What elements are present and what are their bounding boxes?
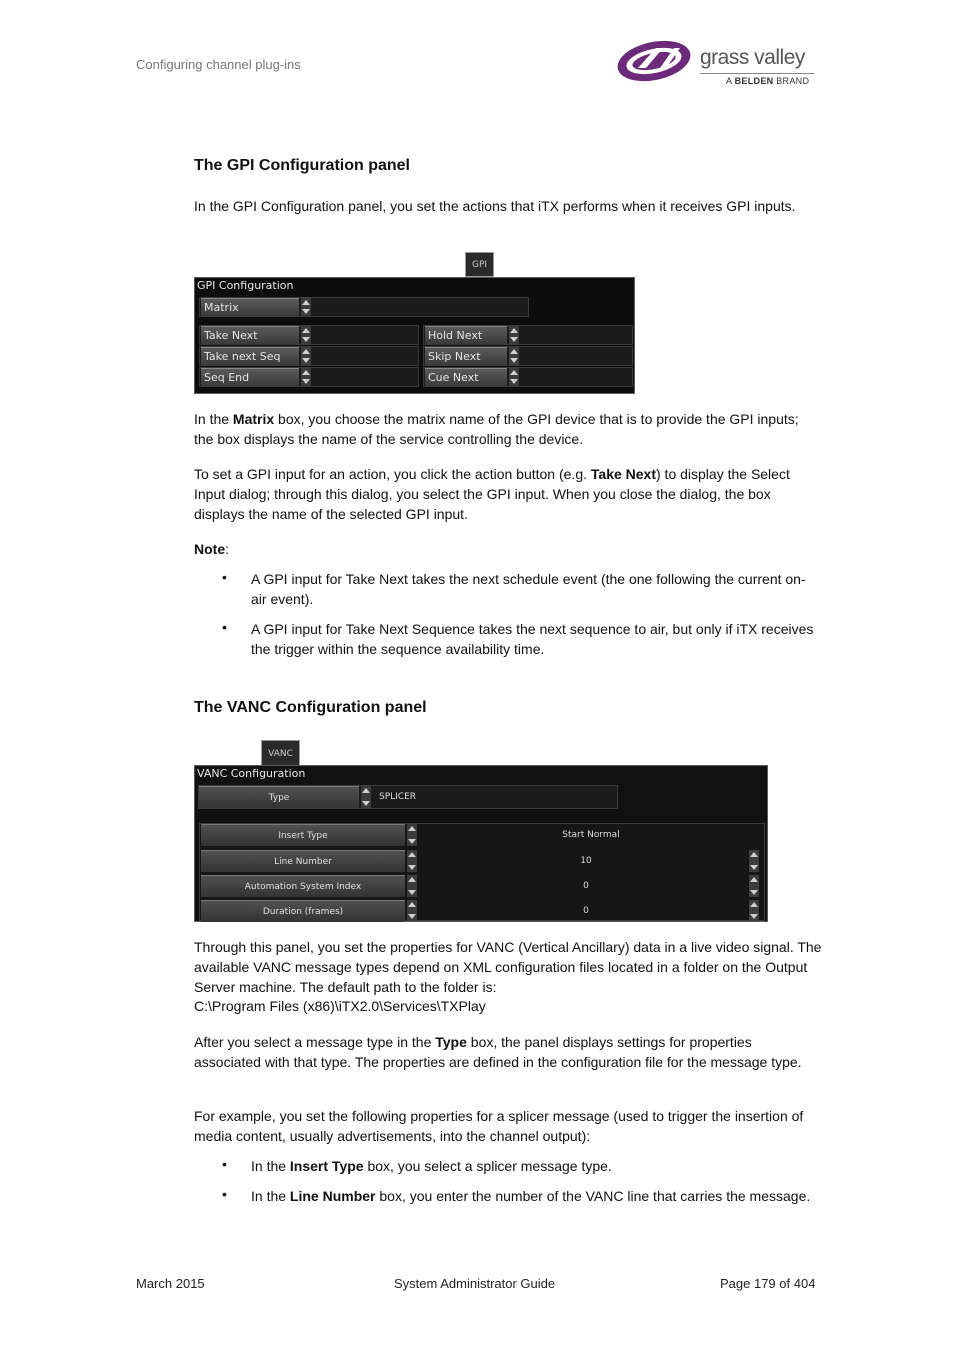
vanc-example-paragraph: For example, you set the following properties for a splicer message (used to trigger the insertion of media content, usually advertisements, into the channel output):: [194, 1108, 804, 1144]
insert-type-value[interactable]: Start Normal: [562, 830, 620, 840]
take-next-button[interactable]: Take Next: [201, 326, 299, 344]
logo-rule: [700, 73, 814, 74]
seq-end-spin[interactable]: [301, 368, 311, 386]
gpi-panel-title: GPI Configuration: [197, 279, 294, 292]
hold-next-button[interactable]: Hold Next: [425, 326, 507, 344]
logo-sub-prefix: A: [726, 76, 732, 86]
duration-frames-button[interactable]: Duration (frames): [201, 900, 405, 922]
vanc-configuration-panel: [194, 765, 768, 922]
duration-frames-spin[interactable]: [407, 900, 417, 921]
matrix-spin[interactable]: [301, 298, 311, 316]
duration-frames-value[interactable]: 0: [583, 906, 589, 916]
line-number-value[interactable]: 10: [580, 856, 592, 866]
line-number-spin[interactable]: [407, 850, 417, 872]
gpi-bullet-2: A GPI input for Take Next Sequence takes the next sequence to air, but only if iTX receives the trigger within the sequence availability time.: [251, 621, 814, 657]
vanc-heading: The VANC Configuration panel: [194, 699, 427, 716]
vanc-path: C:\Program Files (x86)\iTX2.0\Services\TXPlay: [194, 998, 486, 1014]
vanc-bullet-1: In the Insert Type box, you select a splicer message type.: [251, 1158, 612, 1174]
logo-wordmark: grass valley: [700, 46, 805, 69]
take-next-spin[interactable]: [301, 326, 311, 344]
line-number-button[interactable]: Line Number: [201, 850, 405, 872]
footer-page-number: Page 179 of 404: [720, 1276, 816, 1291]
gv-logo-icon: [616, 38, 698, 84]
logo-sub-brand: BELDEN: [734, 76, 774, 86]
bullet-marker: •: [222, 569, 227, 585]
type-button[interactable]: Type: [199, 786, 359, 808]
type-value: SPLICER: [379, 792, 417, 802]
running-header: Configuring channel plug-ins: [136, 57, 301, 72]
take-next-seq-button[interactable]: Take next Seq: [201, 347, 299, 365]
seq-end-button[interactable]: Seq End: [201, 368, 299, 386]
gpi-intro: In the GPI Configuration panel, you set the actions that iTX performs when it receives GPI inputs.: [194, 198, 796, 214]
footer-title: System Administrator Guide: [394, 1276, 556, 1291]
matrix-button[interactable]: Matrix: [201, 298, 299, 316]
grass-valley-logo: [616, 38, 816, 88]
gpi-action-paragraph: To set a GPI input for an action, you click the action button (e.g. Take Next) to display the Select Input dialog; through this dialog, you select the GPI input. When you close the dialog, the box displays the name of the selected GPI input.: [194, 466, 790, 522]
insert-type-button[interactable]: Insert Type: [201, 824, 405, 846]
bullet-marker: •: [222, 619, 227, 635]
note-label: Note:: [194, 541, 230, 557]
logo-subline: [726, 76, 809, 86]
vanc-type-paragraph: After you select a message type in the Type box, the panel displays settings for properties associated with that type. The properties are defined in the configuration file for the message type.: [194, 1034, 802, 1070]
gpi-configuration-panel: [194, 277, 635, 394]
gpi-matrix-paragraph: In the Matrix box, you choose the matrix name of the GPI device that is to provide the GPI inputs; the box displays the name of the service controlling the device.: [194, 411, 799, 447]
automation-system-index-button[interactable]: Automation System Index: [201, 875, 405, 897]
automation-system-index-value-spin[interactable]: [749, 875, 759, 897]
gpi-bullet-1: A GPI input for Take Next takes the next schedule event (the one following the current on-air event).: [251, 571, 806, 607]
hold-next-spin[interactable]: [509, 326, 519, 344]
gpi-heading: The GPI Configuration panel: [194, 157, 410, 174]
skip-next-button[interactable]: Skip Next: [425, 347, 507, 365]
duration-frames-value-spin[interactable]: [749, 900, 759, 921]
insert-type-spin[interactable]: [407, 824, 417, 846]
cue-next-button[interactable]: Cue Next: [425, 368, 507, 386]
take-next-seq-spin[interactable]: [301, 347, 311, 365]
cue-next-spin[interactable]: [509, 368, 519, 386]
type-spin[interactable]: [361, 786, 371, 808]
vanc-bullet-2: In the Line Number box, you enter the number of the VANC line that carries the message.: [251, 1188, 811, 1204]
vanc-intro-paragraph: Through this panel, you set the properties for VANC (Vertical Ancillary) data in a live video signal. The available VANC message types depend on XML configuration files located in a folder on the Output Server machine. The default path to the folder is:: [194, 939, 822, 995]
tab-vanc[interactable]: VANC: [261, 740, 300, 766]
bullet-marker: •: [222, 1186, 227, 1202]
tab-gpi[interactable]: GPI: [465, 252, 494, 277]
logo-sub-suffix: BRAND: [776, 76, 810, 86]
automation-system-index-spin[interactable]: [407, 875, 417, 897]
skip-next-spin[interactable]: [509, 347, 519, 365]
line-number-value-spin[interactable]: [749, 850, 759, 872]
automation-system-index-value[interactable]: 0: [583, 881, 589, 891]
footer-date: March 2015: [136, 1276, 205, 1291]
bullet-marker: •: [222, 1156, 227, 1172]
vanc-panel-title: VANC Configuration: [197, 767, 306, 780]
